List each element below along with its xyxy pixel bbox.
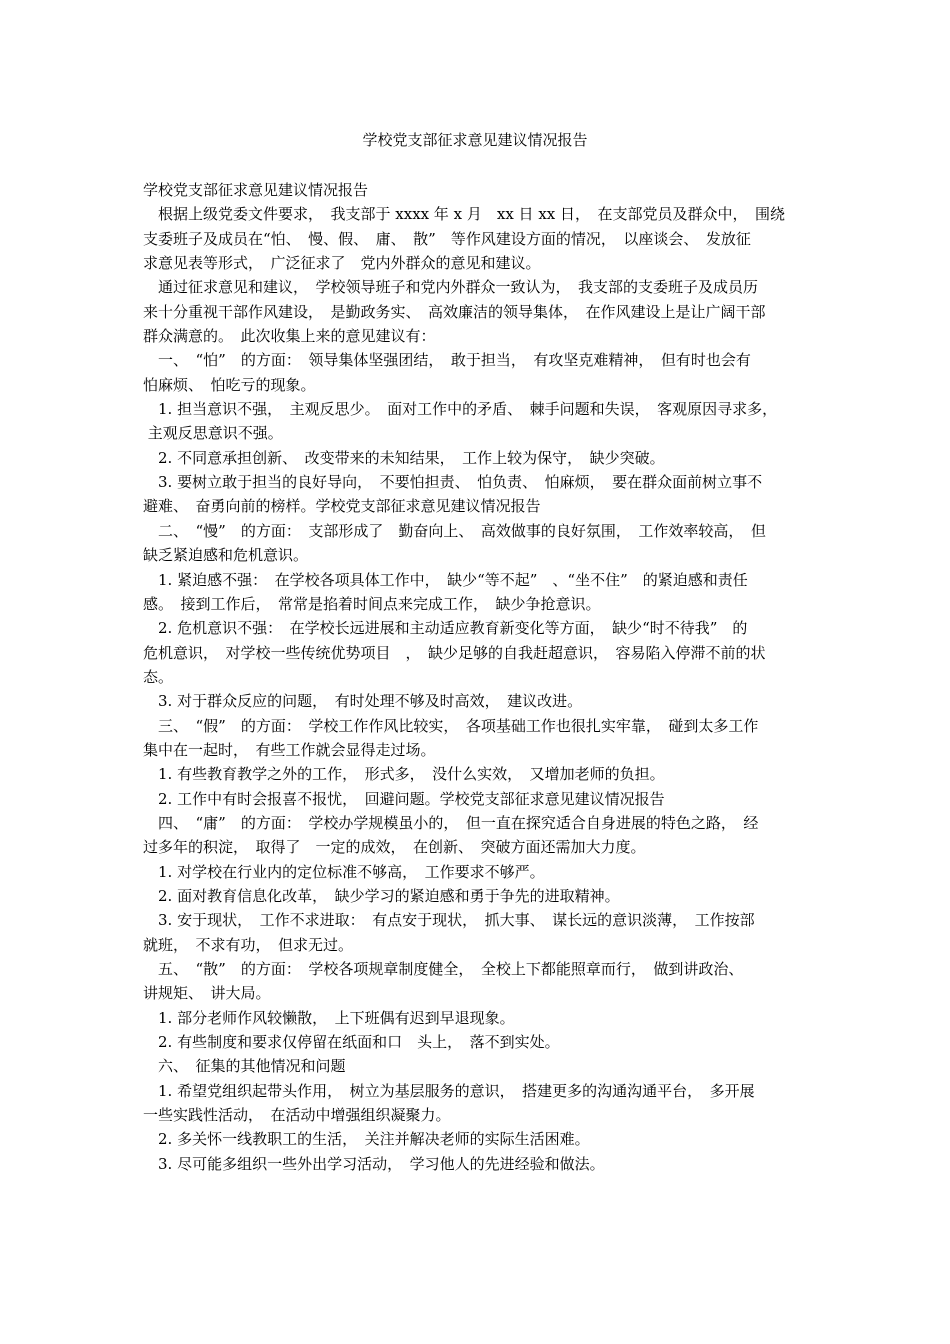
document-line: 学校党支部征求意见建议情况报告 — [143, 181, 369, 199]
document-line: 态。 — [143, 667, 174, 686]
document-line: 群众满意的。 此次收集上来的意见建议有： — [143, 327, 436, 346]
document-title: 学校党支部征求意见建议情况报告 — [362, 131, 588, 149]
document-line: 1. 有些教育教学之外的工作， 形式多， 没什么实效， 又增加老师的负担。 — [143, 765, 665, 784]
document-line: 一、 “怕” 的方面： 领导集体坚强团结， 敢于担当， 有攻坚克难精神， 但有时也会有 — [143, 351, 751, 370]
document-line: 怕麻烦、 怕吃亏的现象。 — [143, 375, 316, 394]
document-line: 六、 征集的其他情况和问题 — [143, 1057, 346, 1076]
document-line: 集中在一起时， 有些工作就会显得走过场。 — [143, 740, 436, 759]
document-body — [143, 178, 823, 1176]
document-line: 五、 “散” 的方面： 学校各项规章制度健全， 全校上下都能照章而行， 做到讲政治、 — [143, 960, 744, 978]
document-line: 根据上级党委文件要求， 我支部于 xxxx 年 x 月 xx 日 xx 日， 在支部党员及群众中， 围绕 — [143, 205, 786, 224]
document-line: 来十分重视干部作风建设， 是勤政务实、 高效廉洁的领导集体， 在作风建设上是让广阔干部 — [143, 302, 766, 321]
document-line: 3. 对于群众反应的问题， 有时处理不够及时高效， 建议改进。 — [143, 692, 583, 711]
document-line: 1. 部分老师作风较懒散， 上下班偶有迟到早退现象。 — [143, 1008, 515, 1027]
document-line: 三、 “假” 的方面： 学校工作作风比较实， 各项基础工作也很扎实牢靠， 碰到太多工作 — [143, 716, 759, 735]
document-line: 四、 “庸” 的方面： 学校办学规模虽小的， 但一直在探究适合自身进展的特色之路， 经 — [143, 813, 759, 832]
document-line: 感。 接到工作后， 常常是掐着时间点来完成工作， 缺少争抢意识。 — [143, 594, 601, 613]
document-line: 1. 对学校在行业内的定位标准不够高， 工作要求不够严。 — [143, 862, 545, 881]
document-line: 1. 紧迫感不强： 在学校各项具体工作中， 缺少“等不起” 、“坐不住” 的紧迫感和责任 — [143, 570, 748, 589]
document-line: 2. 工作中有时会报喜不报忧， 回避问题。学校党支部征求意见建议情况报告 — [143, 789, 665, 808]
document-line: 一些实践性活动， 在活动中增强组织凝聚力。 — [143, 1106, 451, 1125]
document-line: 3. 尽可能多组织一些外出学习活动， 学习他人的先进经验和做法。 — [143, 1154, 605, 1173]
document-line: 3. 要树立敢于担当的良好导向， 不要怕担责、 怕负责、 怕麻烦， 要在群众面前树立事不 — [143, 473, 763, 492]
document-line: 讲规矩、 讲大局。 — [143, 984, 271, 1003]
document-line: 主观反思意识不强。 — [143, 424, 283, 443]
document-line: 1. 担当意识不强， 主观反思少。 面对工作中的矛盾、 棘手问题和失误， 客观原因寻求多， — [143, 400, 778, 419]
document-line: 3. 安于现状， 工作不求进取： 有点安于现状， 抓大事、 谋长远的意识淡薄， 工作按部 — [143, 911, 755, 930]
document-line: 支委班子及成员在“怕、 慢、假、 庸、 散” 等作风建设方面的情况， 以座谈会、 发放征 — [143, 229, 751, 248]
document-line: 求意见表等形式， 广泛征求了 党内外群众的意见和建议。 — [143, 254, 541, 273]
document-line: 二、 “慢” 的方面： 支部形成了 勤奋向上、 高效做事的良好氛围， 工作效率较高， 但 — [143, 521, 766, 540]
document-line: 1. 希望党组织起带头作用， 树立为基层服务的意识， 搭建更多的沟通沟通平台， 多开展 — [143, 1081, 755, 1100]
document-line: 通过征求意见和建议， 学校领导班子和党内外群众一致认为， 我支部的支委班子及成员历 — [143, 278, 759, 297]
document-line: 危机意识， 对学校一些传统优势项目 ， 缺少足够的自我赶超意识， 容易陷入停滞不前的状 — [143, 643, 766, 662]
document-line: 过多年的积淀， 取得了 一定的成效， 在创新、 突破方面还需加大力度。 — [143, 838, 646, 857]
document-line: 2. 有些制度和要求仅停留在纸面和口 头上， 落不到实处。 — [143, 1033, 560, 1052]
document-line: 2. 不同意承担创新、 改变带来的未知结果， 工作上较为保守， 缺少突破。 — [143, 448, 665, 467]
document-line: 2. 多关怀一线教职工的生活， 关注并解决老师的实际生活困难。 — [143, 1130, 590, 1149]
document-line: 2. 危机意识不强： 在学校长远进展和主动适应教育新变化等方面， 缺少“时不待我” 的 — [143, 619, 748, 638]
document-line: 就班， 不求有功， 但求无过。 — [143, 935, 354, 954]
document-line: 避难、 奋勇向前的榜样。学校党支部征求意见建议情况报告 — [143, 497, 541, 516]
document-line: 2. 面对教育信息化改革， 缺少学习的紧迫感和勇于争先的进取精神。 — [143, 886, 620, 905]
document-line: 缺乏紧迫感和危机意识。 — [143, 546, 309, 565]
